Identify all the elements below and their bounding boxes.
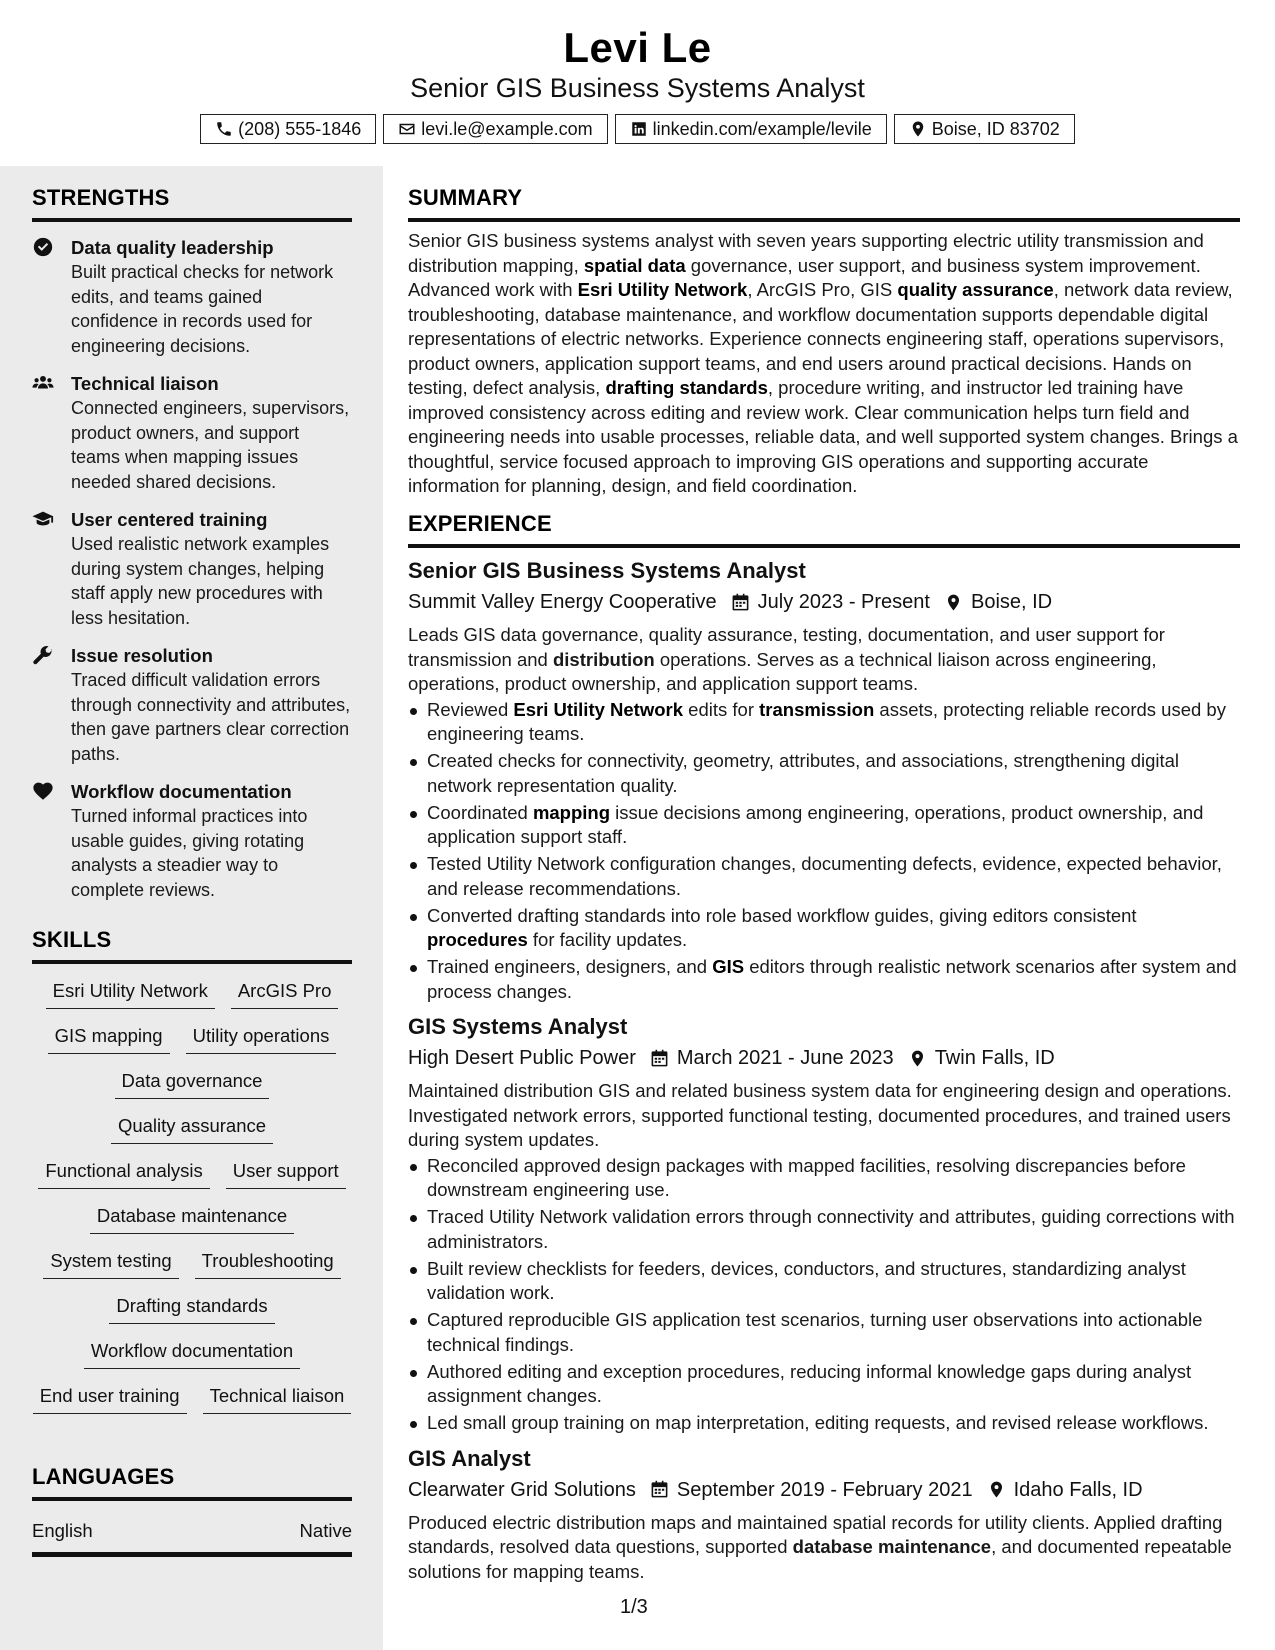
bullet-item: Led small group training on map interpretation, editing requests, and revised release workflows. bbox=[408, 1411, 1240, 1436]
skill-row bbox=[32, 1203, 352, 1248]
skill-row bbox=[32, 1383, 352, 1428]
job-location: Boise, ID bbox=[970, 591, 1053, 613]
strength-title: Issue resolution bbox=[71, 645, 213, 666]
heart-icon bbox=[32, 780, 54, 802]
sidebar bbox=[0, 166, 383, 1650]
job-bullets bbox=[408, 698, 1240, 1005]
summary-section bbox=[408, 185, 1240, 499]
job-entry bbox=[408, 1444, 1240, 1585]
bullet-item: Trained engineers, designers, and GIS editors through realistic network scenarios after system and process changes. bbox=[408, 955, 1240, 1004]
job-description: Maintained distribution GIS and related business system data for engineering design and operations. Investigated network errors, supported functional testing, documented procedures, and trained users during system updates. bbox=[408, 1080, 1232, 1150]
map-pin-icon bbox=[987, 1480, 1006, 1499]
job-title: Senior GIS Business Systems Analyst bbox=[408, 558, 806, 583]
strength-desc: Used realistic network examples during system changes, helping staff apply new procedures with less hesitation. bbox=[71, 534, 330, 628]
strength-title: User centered training bbox=[71, 509, 268, 530]
languages-heading: LANGUAGES bbox=[32, 1464, 352, 1501]
bullet-item: Created checks for connectivity, geometry, attributes, and associations, strengthening digital network representation quality. bbox=[408, 749, 1240, 798]
skills-section bbox=[32, 927, 352, 1428]
skill-tag: Troubleshooting bbox=[195, 1248, 341, 1279]
languages-section bbox=[32, 1464, 352, 1557]
skill-tag: System testing bbox=[43, 1248, 178, 1279]
calendar-icon bbox=[650, 1480, 669, 1499]
skills-heading: SKILLS bbox=[32, 927, 352, 964]
strength-item bbox=[32, 371, 352, 494]
strength-title: Technical liaison bbox=[71, 373, 219, 394]
job-company: High Desert Public Power bbox=[408, 1047, 636, 1069]
contact-linkedin-text: linkedin.com/example/levile bbox=[652, 118, 872, 139]
job-meta bbox=[408, 1475, 1240, 1505]
job-company: Clearwater Grid Solutions bbox=[408, 1478, 636, 1501]
skill-tag: Quality assurance bbox=[111, 1113, 273, 1144]
job-entry bbox=[408, 1012, 1240, 1436]
skill-row bbox=[32, 978, 352, 1023]
linkedin-icon bbox=[630, 120, 648, 138]
envelope-icon bbox=[398, 120, 416, 138]
summary-heading: SUMMARY bbox=[408, 185, 1240, 222]
strength-title: Workflow documentation bbox=[71, 781, 292, 802]
wrench-icon bbox=[32, 644, 54, 666]
phone-icon bbox=[215, 120, 233, 138]
job-title: GIS Analyst bbox=[408, 1445, 531, 1471]
candidate-name: Levi Le bbox=[563, 24, 712, 71]
skill-tag: Workflow documentation bbox=[84, 1338, 300, 1369]
skill-tag: Data governance bbox=[115, 1068, 270, 1099]
users-icon bbox=[32, 372, 54, 394]
job-meta bbox=[408, 587, 1240, 617]
experience-heading: EXPERIENCE bbox=[408, 511, 1240, 548]
strength-desc: Connected engineers, supervisors, product owners, and support teams when mapping issues needed shared decisions. bbox=[71, 398, 350, 492]
skill-tag: User support bbox=[226, 1158, 346, 1189]
strength-item bbox=[32, 779, 352, 902]
strength-desc: Turned informal practices into usable guides, giving rotating analysts a steadier way to complete reviews. bbox=[71, 806, 308, 900]
resume-header bbox=[0, 0, 1275, 166]
check-circle-icon bbox=[32, 236, 54, 258]
skill-row bbox=[32, 1023, 352, 1068]
strength-desc: Traced difficult validation errors through connectivity and attributes, then gave partners clear correction paths. bbox=[71, 670, 351, 764]
strength-item bbox=[32, 235, 352, 358]
skill-tag: ArcGIS Pro bbox=[231, 978, 339, 1009]
map-pin-icon bbox=[909, 120, 927, 138]
calendar-icon bbox=[650, 1049, 669, 1068]
contact-linkedin[interactable] bbox=[615, 114, 887, 144]
job-title: GIS Systems Analyst bbox=[408, 1014, 628, 1039]
skill-row bbox=[32, 1248, 352, 1293]
skill-tag: Database maintenance bbox=[90, 1203, 294, 1234]
job-meta bbox=[408, 1043, 1240, 1073]
skill-tag: End user training bbox=[33, 1383, 187, 1414]
job-bullets bbox=[408, 1154, 1240, 1436]
skill-row bbox=[32, 1113, 352, 1158]
contact-phone[interactable] bbox=[200, 114, 376, 144]
strength-item bbox=[32, 507, 352, 630]
candidate-title: Senior GIS Business Systems Analyst bbox=[410, 73, 865, 103]
bullet-item: Tested Utility Network configuration changes, documenting defects, evidence, expected behavior, and release recommendations. bbox=[408, 852, 1240, 901]
calendar-icon bbox=[731, 593, 750, 612]
contact-location bbox=[894, 114, 1075, 144]
skills-list bbox=[32, 978, 352, 1428]
skill-row bbox=[32, 1293, 352, 1338]
job-location: Twin Falls, ID bbox=[934, 1047, 1055, 1069]
strength-item bbox=[32, 643, 352, 766]
strength-desc: Built practical checks for network edits, and teams gained confidence in records used for engineering decisions. bbox=[71, 262, 334, 356]
skill-row bbox=[32, 1338, 352, 1383]
map-pin-icon bbox=[944, 593, 963, 612]
contact-location-text: Boise, ID 83702 bbox=[931, 118, 1060, 139]
skill-tag: GIS mapping bbox=[48, 1023, 170, 1054]
bullet-item: Reconciled approved design packages with mapped facilities, resolving discrepancies before downstream engineering use. bbox=[408, 1154, 1240, 1203]
job-dates: September 2019 - February 2021 bbox=[676, 1478, 973, 1501]
skill-tag: Functional analysis bbox=[38, 1158, 209, 1189]
bullet-item: Captured reproducible GIS application test scenarios, turning user observations into actionable technical findings. bbox=[408, 1308, 1240, 1357]
bullet-item: Coordinated mapping issue decisions among engineering, operations, product ownership, and application support staff. bbox=[408, 801, 1240, 850]
skill-tag: Esri Utility Network bbox=[46, 978, 215, 1009]
job-location: Idaho Falls, ID bbox=[1013, 1478, 1143, 1501]
job-company: Summit Valley Energy Cooperative bbox=[408, 591, 717, 613]
skill-tag: Drafting standards bbox=[109, 1293, 274, 1324]
skill-row bbox=[32, 1158, 352, 1203]
job-entry bbox=[408, 556, 1240, 1004]
contact-phone-text: (208) 555-1846 bbox=[238, 118, 362, 139]
language-row bbox=[32, 1520, 352, 1557]
job-dates: July 2023 - Present bbox=[757, 591, 930, 613]
experience-section bbox=[408, 511, 1240, 1584]
contact-email[interactable] bbox=[383, 114, 607, 144]
job-dates: March 2021 - June 2023 bbox=[676, 1047, 894, 1069]
strength-title: Data quality leadership bbox=[71, 237, 274, 258]
bullet-item: Converted drafting standards into role based workflow guides, giving editors consistent procedures for facility updates. bbox=[408, 904, 1240, 953]
contact-bar bbox=[0, 114, 1275, 144]
skill-tag: Utility operations bbox=[186, 1023, 337, 1054]
skill-tag: Technical liaison bbox=[203, 1383, 352, 1414]
page-number: 1/3 bbox=[620, 1596, 648, 1618]
strengths-heading: STRENGTHS bbox=[32, 185, 352, 222]
summary-text: Senior GIS business systems analyst with seven years supporting electric utility transmission and distribution mapping, spatial data governance, user support, and business system improvement. Advanced work with Esri Utility Network, ArcGIS Pro, GIS quality assurance, network data review, troubleshooting, database maintenance, and workflow documentation supports dependable digital representations of electric networks. Experience connects engineering staff, operations supervisors, product owners, application support teams, and end users around practical decisions. Hands on testing, defect analysis, drafting standards, procedure writing, and instructor led training have improved consistency across editing and review work. Clear communication helps turn field and engineering needs into usable processes, reliable data, and well supported system changes. Brings a thoughtful, service focused approach to improving GIS operations and supporting accurate information for planning, design, and field coordination. bbox=[408, 230, 1238, 496]
skill-row bbox=[32, 1068, 352, 1113]
graduation-cap-icon bbox=[32, 508, 54, 530]
job-description: Leads GIS data governance, quality assurance, testing, documentation, and user support for transmission and distribution operations. Serves as a technical liaison across engineering, operations, product ownership, and application support teams. bbox=[408, 624, 1165, 694]
map-pin-icon bbox=[908, 1049, 927, 1068]
contact-email-text: levi.le@example.com bbox=[421, 118, 593, 139]
bullet-item: Traced Utility Network validation errors through connectivity and attributes, guiding corrections with administrators. bbox=[408, 1205, 1240, 1254]
bullet-item: Authored editing and exception procedures, reducing informal knowledge gaps during analyst assignment changes. bbox=[408, 1360, 1240, 1409]
language-level: Native bbox=[299, 1520, 352, 1541]
job-description: Produced electric distribution maps and maintained spatial records for utility clients. Applied drafting standards, resolved data questions, supported database maintenance, and documented repeatable solutions for mapping teams. bbox=[408, 1511, 1232, 1582]
bullet-item: Built review checklists for feeders, devices, conductors, and structures, standardizing analyst validation work. bbox=[408, 1257, 1240, 1306]
language-name: English bbox=[32, 1520, 93, 1541]
strengths-section bbox=[32, 185, 352, 902]
bullet-item: Reviewed Esri Utility Network edits for transmission assets, protecting reliable records used by engineering teams. bbox=[408, 698, 1240, 747]
